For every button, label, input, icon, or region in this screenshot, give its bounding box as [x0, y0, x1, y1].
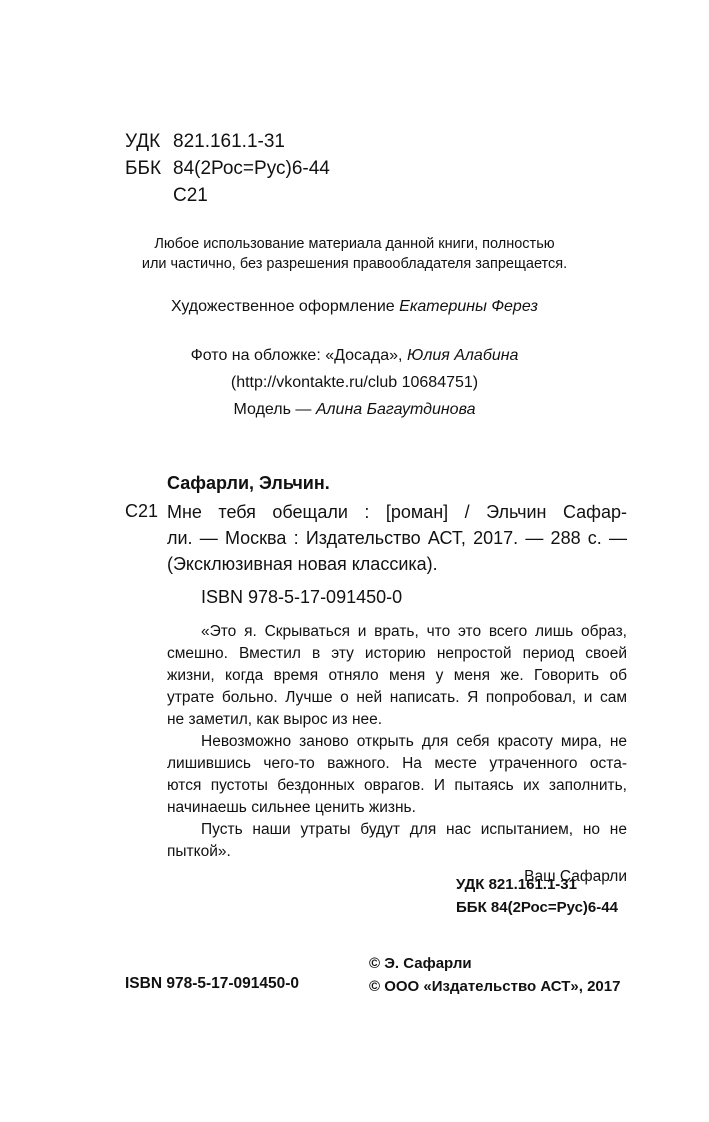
footer-isbn: ISBN 978-5-17-091450-0	[125, 975, 300, 992]
biblio-line: ли. — Москва : Издательство АСТ, 2017. — 288 с. —	[167, 528, 627, 548]
annotation-line: не заметил, как вырос из нее.	[167, 711, 383, 728]
design-label: Художественное оформление	[171, 298, 400, 315]
bibliography-isbn: ISBN 978-5-17-091450-0	[201, 587, 403, 607]
annotation-line: начинаешь сильнее ценить жизнь.	[167, 799, 416, 816]
annotation-line: пыткой».	[167, 843, 231, 860]
photo-credit-line	[0, 342, 709, 369]
annotation-line: утрате больно. Лучше о ней написать. Я попробовал, и сам	[167, 689, 627, 706]
bbk-value: 84(2Рос=Рус)6-44	[173, 158, 330, 179]
design-credit	[0, 298, 709, 316]
copyright-notice	[0, 234, 709, 274]
annotation-line: жизни, когда время отняло меня у меня же. Говорить об	[167, 667, 627, 684]
biblio-line: Мне тебя обещали : [роман] / Эльчин Сафар-	[167, 502, 627, 522]
classification-codes	[125, 128, 330, 209]
annotation-line: смешно. Вместил в эту историю непростой период своей	[167, 645, 627, 662]
bbk-row	[125, 155, 330, 182]
udk-row	[125, 128, 330, 155]
photo-link: (http://vkontakte.ru/club 10684751)	[230, 374, 479, 391]
footer-bbk: ББК 84(2Рос=Рус)6-44	[456, 899, 618, 916]
annotation	[167, 621, 627, 888]
udk-label: УДК	[125, 131, 161, 152]
footer-udk: УДК 821.161.1-31	[456, 876, 577, 893]
bibliography-description	[167, 499, 627, 577]
bbk-label: ББК	[125, 158, 162, 179]
annotation-line: «Это я. Скрываться и врать, что это всего лишь образ,	[201, 623, 627, 640]
copyright-block	[369, 952, 620, 998]
footer-codes	[456, 873, 618, 919]
notice-line-2: или частично, без разрешения правообладателя запрещается.	[141, 256, 568, 272]
photo-label: Фото на обложке: «Досада»,	[190, 347, 407, 364]
model-credit-line	[0, 396, 709, 423]
photo-credits	[0, 342, 709, 423]
photo-name: Юлия Алабина	[406, 347, 519, 364]
udk-value: 821.161.1-31	[173, 131, 285, 152]
author-mark-row	[125, 182, 330, 209]
annotation-line: Невозможно заново открыть для себя красоту мира, не	[201, 733, 627, 750]
annotation-line: лишившись чего-то важного. На месте утраченного оста-	[167, 755, 627, 772]
annotation-line: ются пустоты бездонных оврагов. И пытаясь их заполнить,	[167, 777, 627, 794]
bibliography-author: Сафарли, Эльчин.	[167, 473, 330, 493]
bibliography-mark: С21	[125, 501, 159, 521]
notice-line-1: Любое использование материала данной книги, полностью	[154, 236, 555, 252]
model-name: Алина Багаутдинова	[315, 401, 476, 418]
annotation-line: Пусть наши утраты будут для нас испытанием, но не	[201, 821, 627, 838]
copyright-publisher: © ООО «Издательство АСТ», 2017	[369, 978, 621, 995]
design-name: Екатерины Ферез	[399, 298, 538, 315]
author-mark: С21	[173, 185, 208, 206]
annotation-signature: Ваш Сафарли	[524, 868, 627, 885]
biblio-line: (Эксклюзивная новая классика).	[167, 554, 438, 574]
copyright-author: © Э. Сафарли	[369, 955, 472, 972]
model-label: Модель —	[233, 401, 316, 418]
